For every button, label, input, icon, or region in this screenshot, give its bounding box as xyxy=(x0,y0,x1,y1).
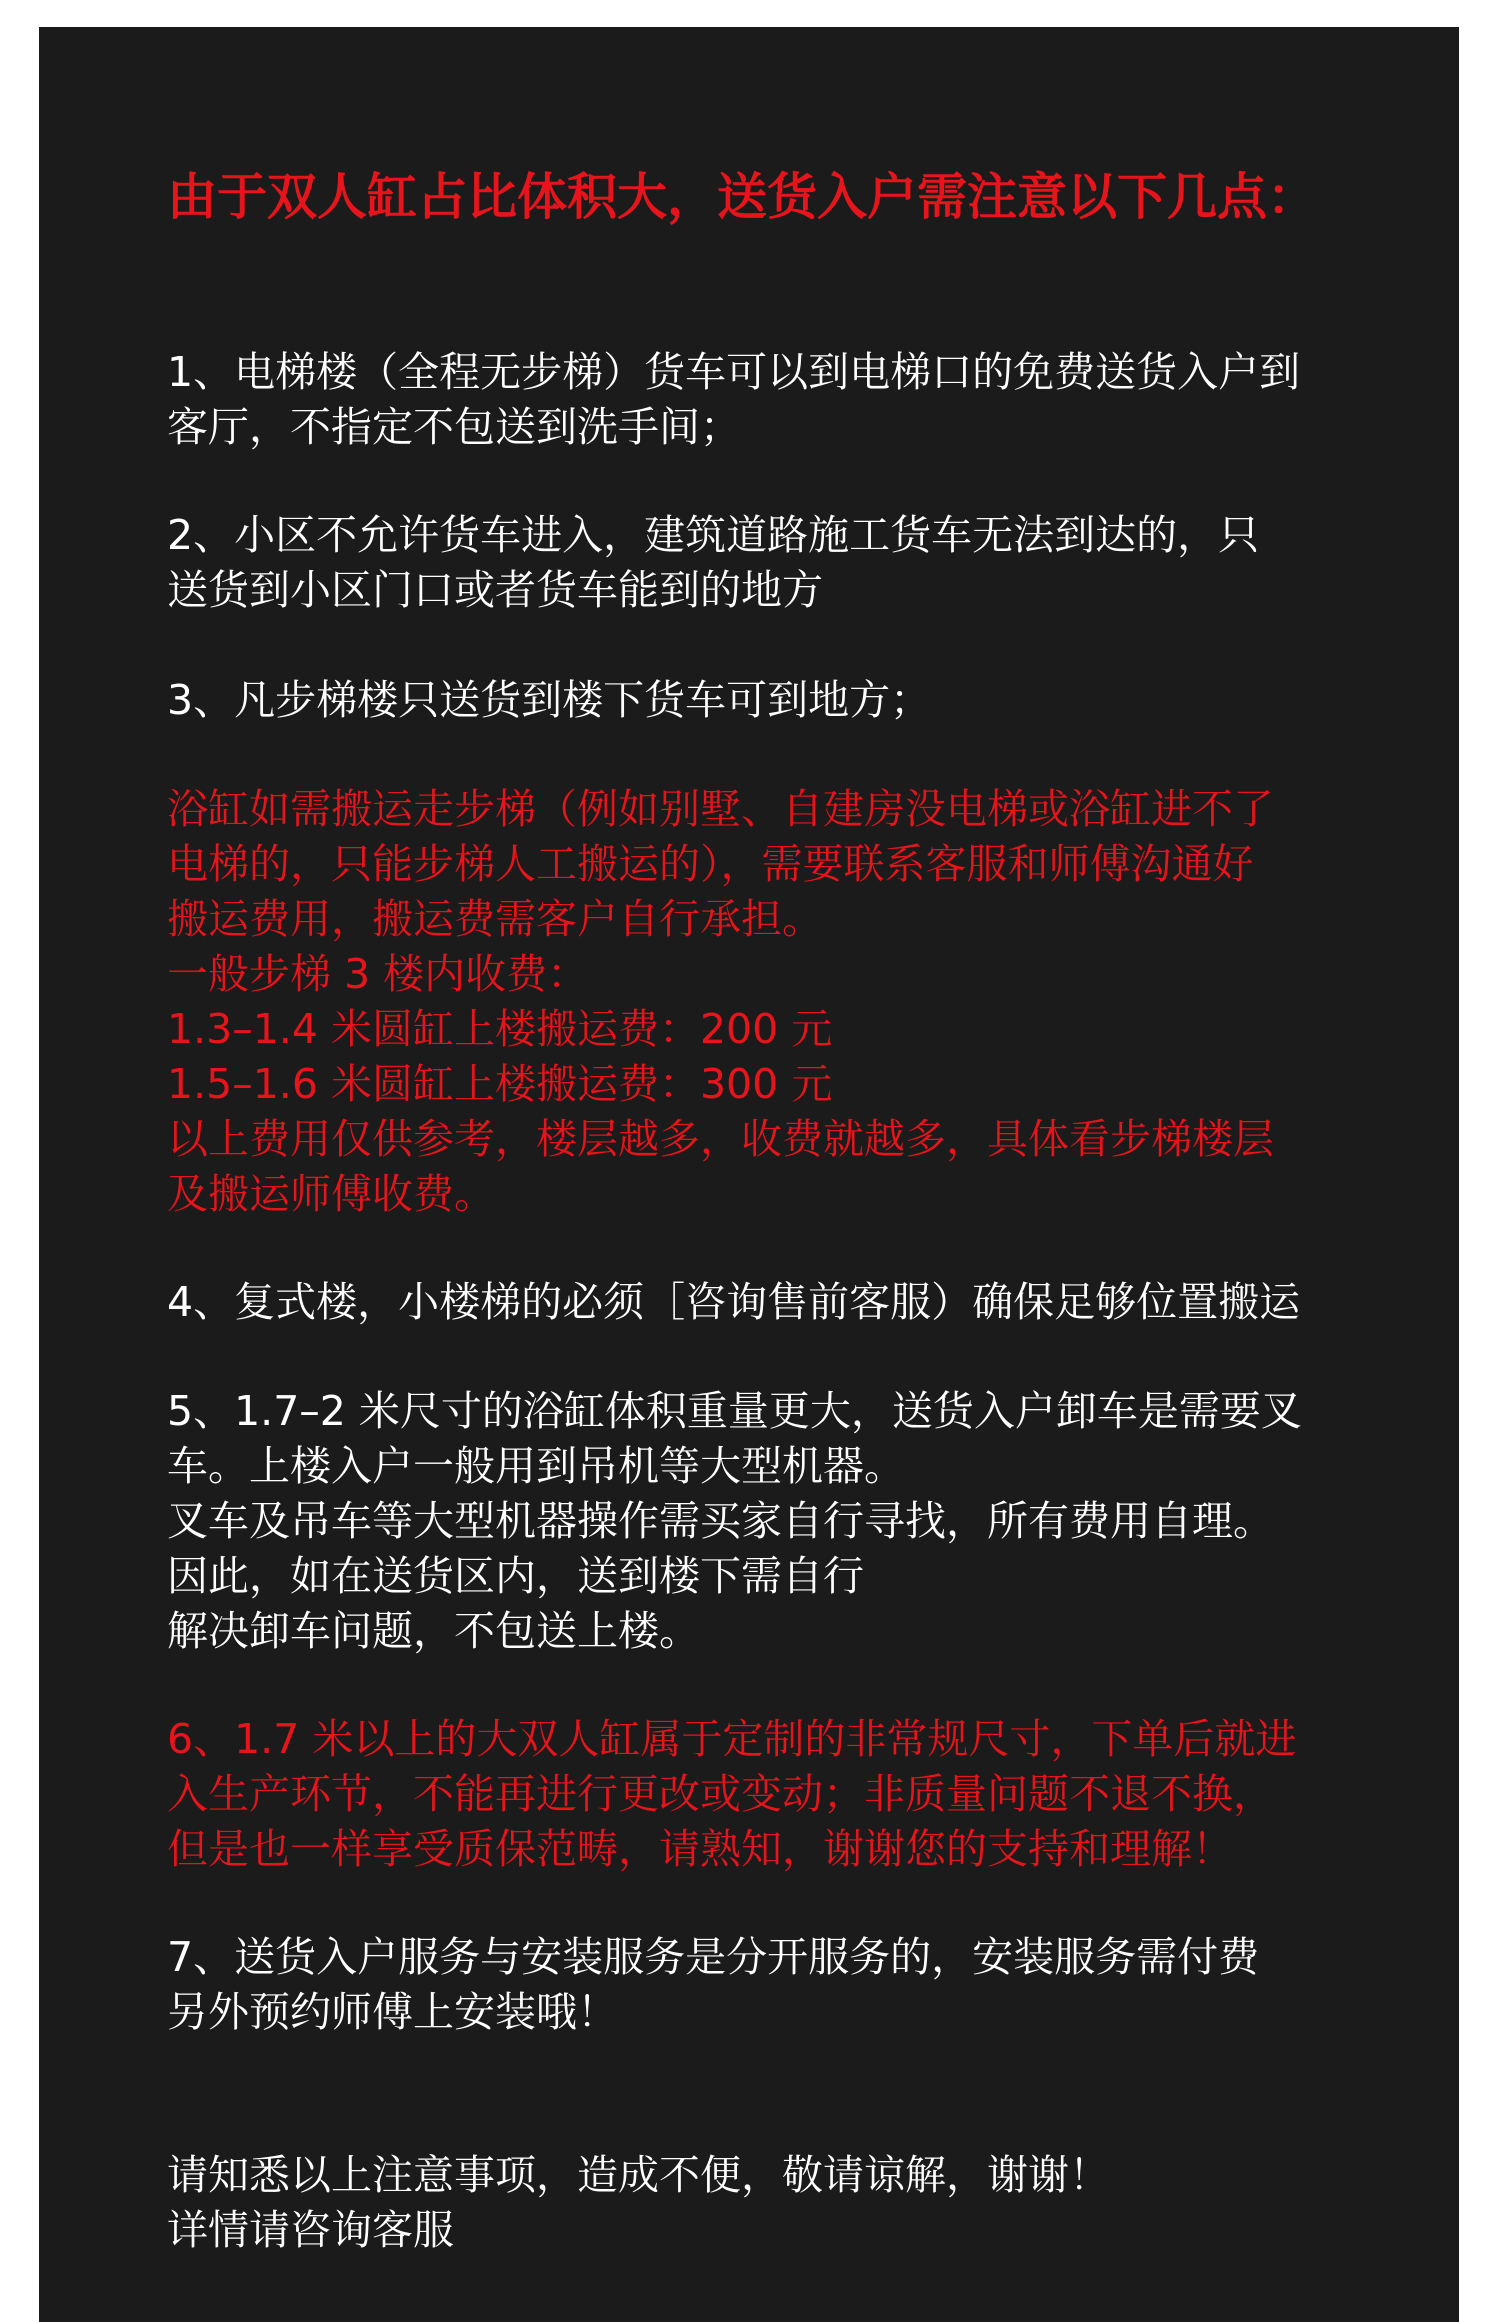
item-4-line-1: 4、复式楼，小楼梯的必须［咨询售前客服）确保足够位置搬运 xyxy=(167,1278,1301,1326)
stairs-notice-line-4: 一般步梯 3 楼内收费： xyxy=(167,950,589,998)
stairs-notice-line-8: 及搬运师傅收费。 xyxy=(167,1170,495,1218)
item-1-line-1: 1、电梯楼（全程无步梯）货车可以到电梯口的免费送货入户到 xyxy=(167,348,1301,396)
item-5-line-5: 解决卸车问题，不包送上楼。 xyxy=(167,1607,700,1655)
item-5-line-4: 因此，如在送货区内，送到楼下需自行 xyxy=(167,1552,864,1600)
item-5-line-2: 车。上楼入户一般用到吊机等大型机器。 xyxy=(167,1442,905,1490)
stairs-notice xyxy=(167,782,1367,1222)
item-6-line-1: 6、1.7 米以上的大双人缸属于定制的非常规尺寸，下单后就进 xyxy=(167,1715,1297,1763)
item-4 xyxy=(167,1275,1367,1330)
stairs-notice-line-2: 电梯的，只能步梯人工搬运的），需要联系客服和师傅沟通好 xyxy=(167,840,1254,888)
item-6-line-3: 但是也一样享受质保范畴，请熟知，谢谢您的支持和理解！ xyxy=(167,1825,1233,1873)
item-3-line-1: 3、凡步梯楼只送货到楼下货车可到地方； xyxy=(167,676,932,724)
item-6 xyxy=(167,1712,1367,1877)
item-7-line-1: 7、送货入户服务与安装服务是分开服务的，安装服务需付费 xyxy=(167,1933,1260,1981)
item-5 xyxy=(167,1384,1367,1659)
item-2 xyxy=(167,508,1367,618)
item-7-line-2: 另外预约师傅上安装哦！ xyxy=(167,1988,618,2036)
item-2-line-2: 送货到小区门口或者货车能到的地方 xyxy=(167,566,823,614)
closing-line-1: 请知悉以上注意事项，造成不便，敬请谅解，谢谢！ xyxy=(167,2151,1110,2199)
item-3 xyxy=(167,673,1367,728)
closing-note xyxy=(167,2148,1367,2258)
item-1 xyxy=(167,345,1367,455)
stairs-notice-line-7: 以上费用仅供参考，楼层越多，收费就越多，具体看步梯楼层 xyxy=(167,1115,1274,1163)
stairs-notice-line-3: 搬运费用，搬运费需客户自行承担。 xyxy=(167,895,823,943)
stairs-fee-large: 1.5–1.6 米圆缸上楼搬运费：300 元 xyxy=(167,1060,833,1108)
item-5-line-3: 叉车及吊车等大型机器操作需买家自行寻找，所有费用自理。 xyxy=(167,1497,1274,1545)
item-5-line-1: 5、1.7–2 米尺寸的浴缸体积重量更大，送货入户卸车是需要叉 xyxy=(167,1387,1302,1435)
stairs-fee-small: 1.3–1.4 米圆缸上楼搬运费：200 元 xyxy=(167,1005,833,1053)
item-1-line-2: 客厅，不指定不包送到洗手间； xyxy=(167,403,741,451)
item-6-line-2: 入生产环节，不能再进行更改或变动；非质量问题不退不换， xyxy=(167,1770,1274,1818)
notice-title: 由于双人缸占比体积大，送货入户需注意以下几点： xyxy=(167,168,1317,226)
closing-line-2: 详情请咨询客服 xyxy=(167,2206,454,2254)
stairs-notice-line-1: 浴缸如需搬运走步梯（例如别墅、自建房没电梯或浴缸进不了 xyxy=(167,785,1274,833)
item-7 xyxy=(167,1930,1367,2040)
item-2-line-1: 2、小区不允许货车进入，建筑道路施工货车无法到达的，只 xyxy=(167,511,1260,559)
